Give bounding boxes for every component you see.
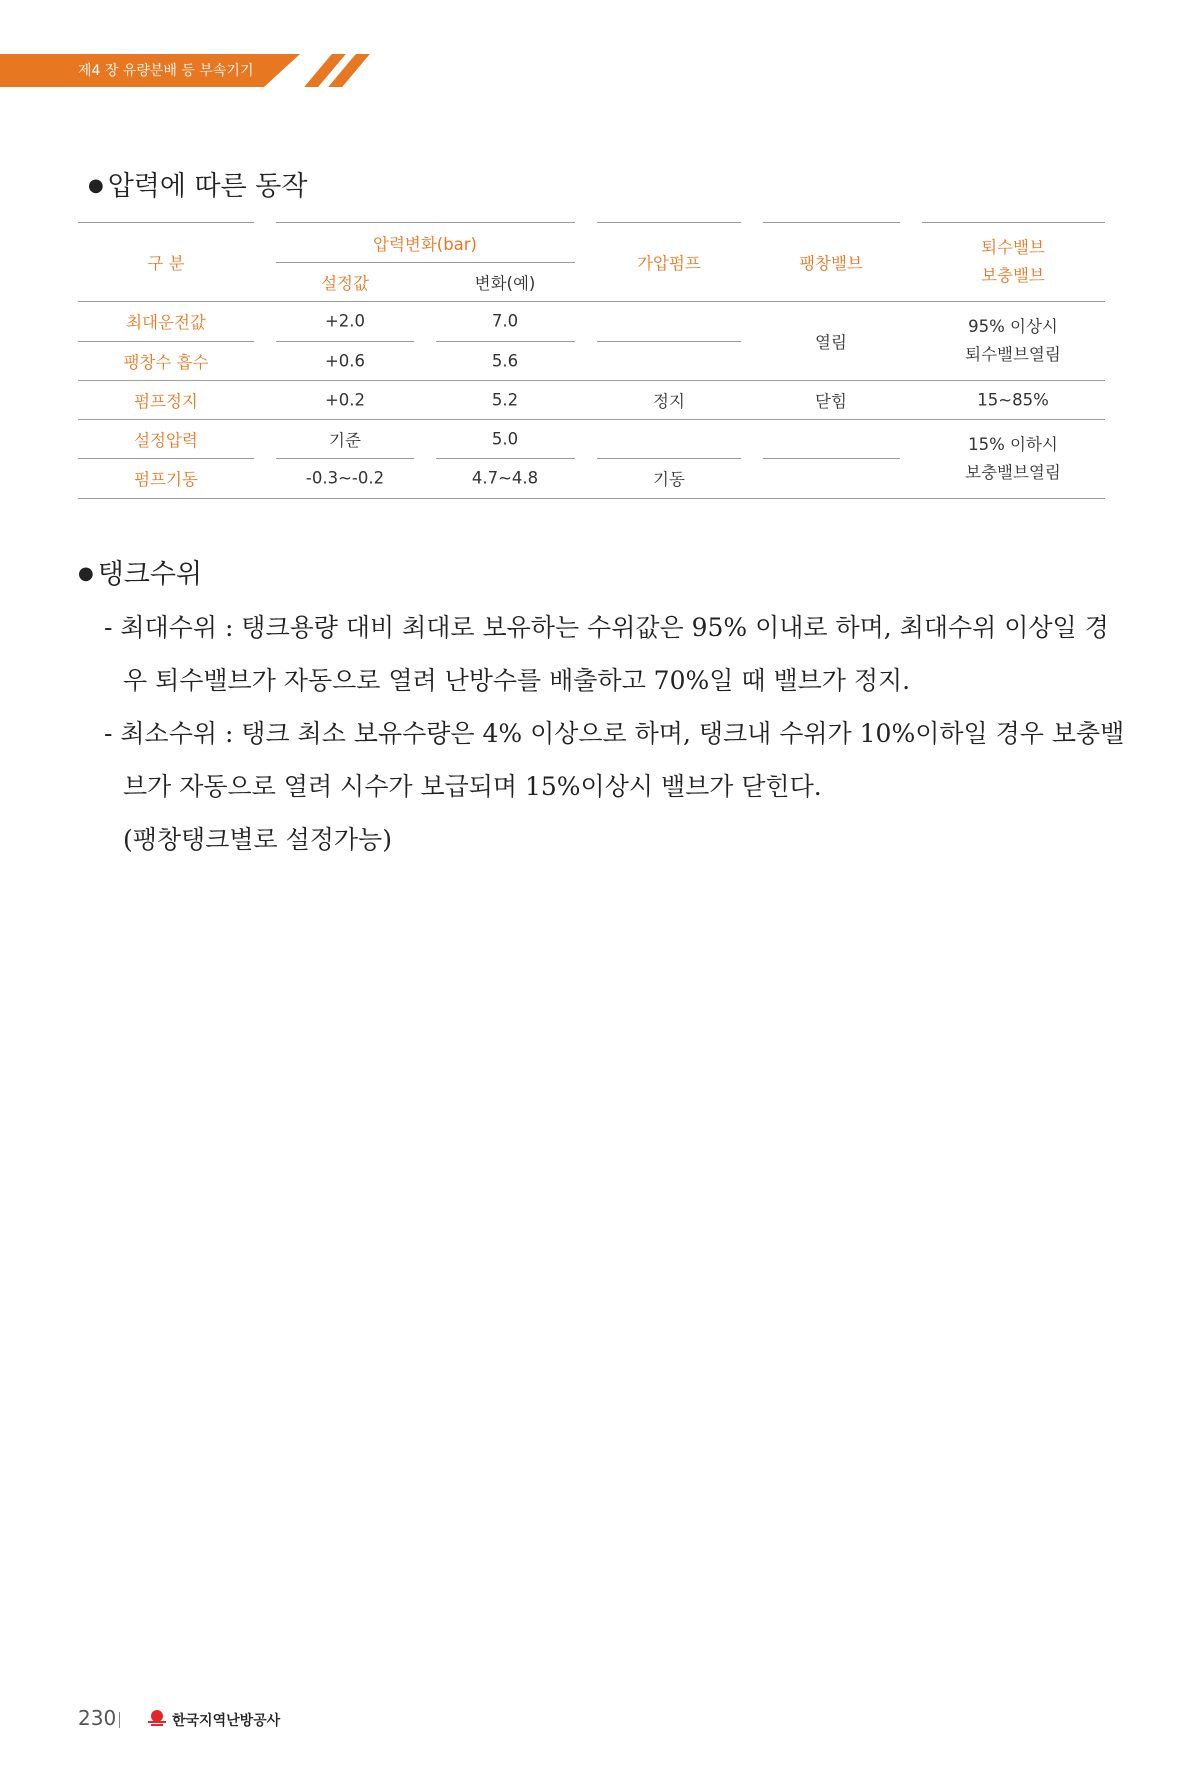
section-heading-text: 압력에 따른 동작 (107, 171, 308, 202)
table-rule (78, 419, 1105, 420)
table-rule (276, 458, 414, 459)
header-drain-supply-valve (981, 234, 1045, 290)
table-rule (78, 222, 254, 223)
row-label: 팽창수 흡수 (123, 353, 209, 372)
chapter-title: 제4 장 유량분배 등 부속기기 (78, 63, 254, 79)
row-label: 펌프기동 (134, 470, 198, 489)
supply-open-cell (965, 431, 1061, 487)
bullet-icon: ● (88, 175, 104, 196)
paragraph-line: 브가 자동으로 열려 시수가 보급되며 15%이상시 밸브가 닫힌다. (123, 772, 822, 801)
row-change: 5.2 (491, 390, 519, 410)
table-rule (763, 222, 900, 223)
table-rule (436, 458, 575, 459)
row-setting: +0.6 (324, 351, 366, 371)
header-supply-valve: 보충밸브 (981, 266, 1045, 285)
header-pressure-group: 압력변화(bar) (373, 235, 477, 254)
table-rule (597, 458, 741, 459)
paragraph-line: - 최대수위 : 탱크용량 대비 최대로 보유하는 수위값은 95% 이내로 하며, 최대수위 이상일 경 (104, 613, 1109, 642)
table-rule (78, 380, 1105, 381)
row-drain: 15~85% (977, 390, 1049, 410)
row-change: 5.0 (491, 429, 519, 449)
drain-top-line: 퇴수밸브열림 (965, 345, 1061, 364)
table-rule (78, 498, 1105, 499)
table-rule (78, 341, 254, 342)
row-pump: 정지 (653, 392, 685, 411)
section-heading-text: 탱크수위 (97, 559, 203, 590)
table-rule (276, 222, 575, 223)
table-rule (78, 458, 254, 459)
row-label: 최대운전값 (126, 313, 206, 332)
row-setting: -0.3~-0.2 (305, 468, 385, 488)
footer-divider (119, 1712, 120, 1728)
drain-open-cell (965, 313, 1061, 369)
table-rule (922, 222, 1105, 223)
row-setting: +2.0 (324, 311, 366, 331)
row-change: 4.7~4.8 (471, 468, 539, 488)
table-rule (597, 222, 741, 223)
chapter-header (0, 54, 380, 87)
row-label: 펌프정지 (134, 392, 198, 411)
company-logo-text: 한국지역난방공사 (172, 1713, 281, 1729)
paragraph-line: - 최소수위 : 탱크 최소 보유수량은 4% 이상으로 하며, 탱크내 수위가 10%이하일 경우 보충밸 (104, 719, 1125, 748)
row-change: 7.0 (491, 311, 519, 331)
header-expansion-valve: 팽창밸브 (799, 254, 863, 273)
table-rule (763, 458, 900, 459)
header-category: 구 분 (147, 254, 185, 273)
header-drain-valve: 퇴수밸브 (981, 238, 1045, 257)
row-change: 5.6 (491, 351, 519, 371)
drain-bottom-line: 보충밸브열림 (965, 463, 1061, 482)
row-pump: 기동 (653, 470, 685, 489)
paragraph-line: (팽창탱크별로 설정가능) (123, 825, 392, 854)
section-heading-pressure (88, 164, 307, 203)
section-heading-tank-level (78, 552, 202, 591)
header-change: 변화(예) (474, 274, 536, 293)
table-rule (436, 341, 575, 342)
drain-bottom-line: 15% 이하시 (968, 435, 1058, 454)
row-setting: +0.2 (324, 390, 366, 410)
expansion-open-cell: 열림 (815, 333, 847, 352)
header-pump: 가압펌프 (637, 254, 701, 273)
table-rule (597, 341, 741, 342)
paragraph-line: 우 퇴수밸브가 자동으로 열려 난방수를 배출하고 70%일 때 밸브가 정지. (123, 666, 911, 695)
header-setting: 설정값 (321, 274, 369, 293)
table-rule (276, 341, 414, 342)
bullet-icon: ● (78, 563, 94, 584)
company-logo-icon (146, 1709, 168, 1729)
row-expansion: 닫힘 (815, 392, 847, 411)
row-label: 설정압력 (134, 431, 198, 450)
page-number: 230 (78, 1706, 117, 1730)
table-rule (78, 301, 1105, 302)
drain-top-line: 95% 이상시 (968, 317, 1058, 336)
row-setting: 기준 (329, 431, 361, 450)
table-rule (276, 262, 575, 263)
